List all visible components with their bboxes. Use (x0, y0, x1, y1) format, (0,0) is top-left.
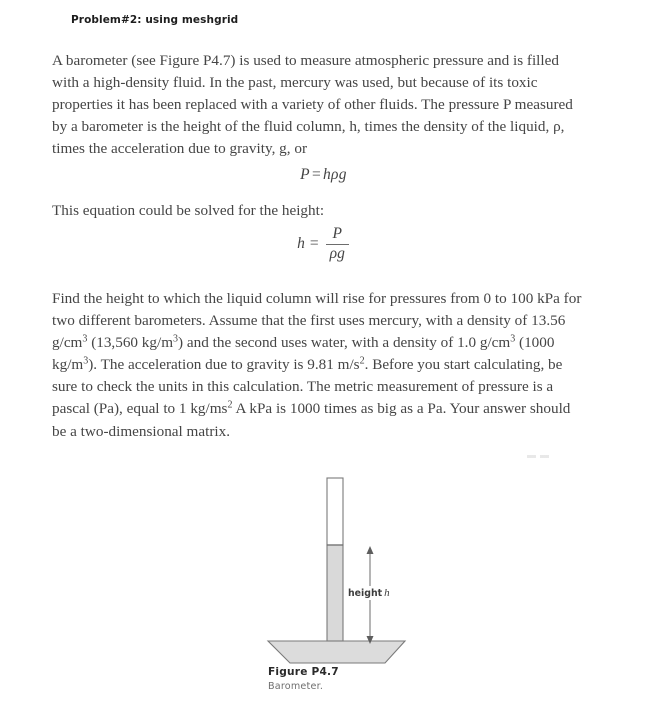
barometer-diagram (255, 468, 425, 668)
reservoir-dish (268, 641, 405, 663)
paragraph-solve-for-height: This equation could be solved for the height: (52, 202, 325, 219)
assignment-text-a: Find the height to which the liquid column will rise for pressures from 0 to 100 kPa for two different barometers. Assume that the first uses mercury, with a density of 13.56 g/cm (52, 290, 582, 352)
height-label (348, 586, 400, 600)
superscript-cubic-3: 3 (510, 333, 516, 345)
assignment-text-g: A kPa is 1000 times as big as a Pa. Your answer should be a two-dimensional matrix. (52, 400, 571, 440)
equation-height-lhs: h (297, 235, 305, 253)
paragraph-problem-statement: A barometer (see Figure P4.7) is used to measure atmospheric pressure and is filled with a high-density fluid. In the past, mercury was used, but because of its toxic properties it has been replaced with a variety of other fluids. The pressure P measured by a barometer is the height of the fluid column, h, times the density of the liquid, ρ, times the acceleration due to gravity, g, or (52, 52, 573, 158)
height-label-text: height (348, 588, 383, 599)
scan-artifact (527, 455, 549, 458)
superscript-cubic-2: 3 (173, 333, 179, 345)
assignment-text-c: ) and the second uses water, with a density of 1.0 g/cm (178, 334, 511, 352)
equation-height (0, 226, 647, 262)
height-label-symbol: h (384, 587, 390, 599)
paragraph-assignment-details (52, 288, 586, 443)
page-title: Problem#2: using meshgrid (71, 14, 239, 26)
equation-height-fraction (325, 226, 350, 262)
assignment-text-f: . Before you start calculating, be sure to check the units in this calculation. The metric measurement of pressure is a pascal (Pa), equal to 1 kg/ms (52, 356, 563, 418)
equation-height-group (297, 226, 350, 262)
superscript-square-2: 2 (227, 399, 233, 411)
fraction-denominator: ρg (329, 244, 345, 262)
superscript-square-1: 2 (359, 355, 365, 367)
equation-pressure (0, 166, 647, 184)
arrow-head-up-icon (367, 546, 374, 554)
assignment-text-d: (1000 kg/m (52, 334, 555, 374)
superscript-cubic-1: 3 (82, 333, 88, 345)
fraction-numerator: P (332, 225, 342, 242)
figure-caption-title: Figure P4.7 (268, 666, 339, 678)
tube-fluid-column (327, 545, 343, 641)
superscript-cubic-4: 3 (83, 355, 89, 367)
figure-caption-subtitle: Barometer. (268, 681, 324, 692)
tube-vacuum-section (327, 478, 343, 545)
equation-pressure-lhs: P (300, 166, 310, 183)
equation-pressure-rhs: hρg (322, 166, 347, 183)
equation-pressure-operator: = (311, 166, 321, 183)
figure-barometer (255, 468, 425, 703)
assignment-text-e: ). The acceleration due to gravity is 9.81 m/s (88, 356, 360, 374)
assignment-text-b: (13,560 kg/m (87, 334, 174, 352)
equation-height-operator: = (309, 235, 319, 253)
